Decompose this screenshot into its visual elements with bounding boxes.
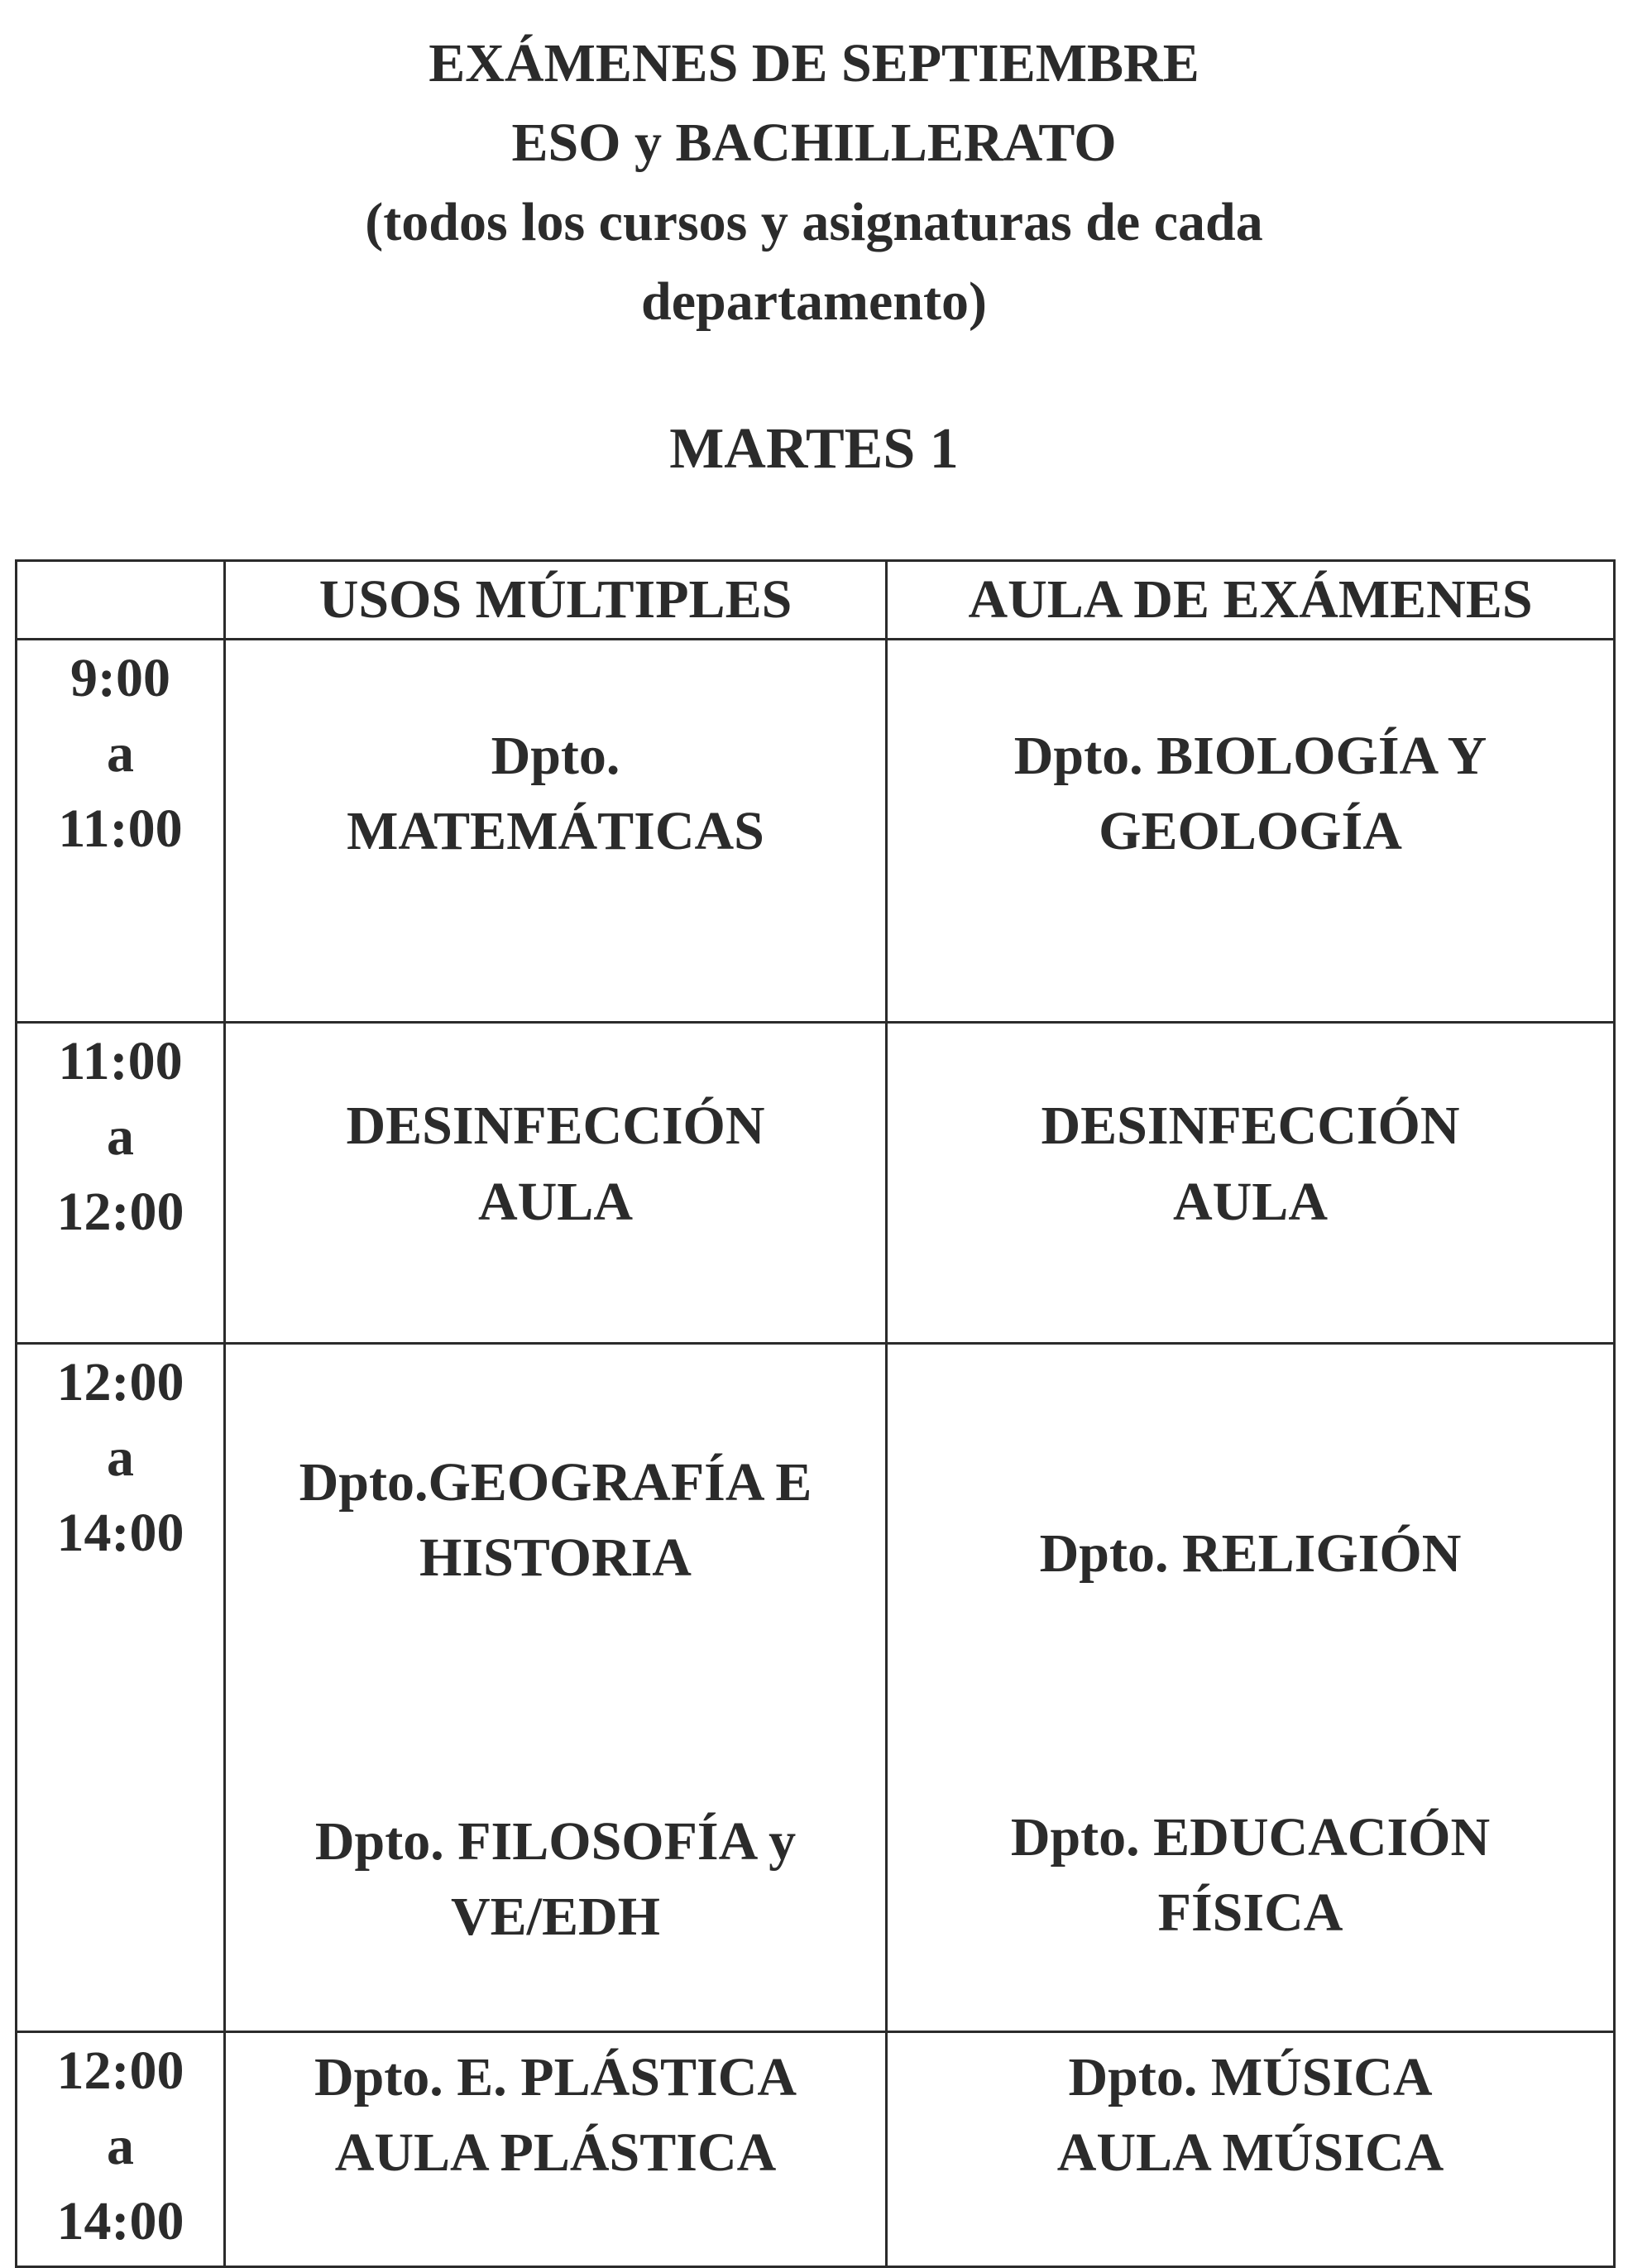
time-cell (17, 2031, 225, 2266)
usos-entry-geografia: Dpto.GEOGRAFÍA E HISTORIA (299, 1452, 812, 1589)
aula-cell: Dpto. MÚSICA AULA MÚSICA (887, 2031, 1615, 2266)
table-row (17, 2031, 1615, 2266)
table-header-row (17, 561, 1615, 640)
aula-cell: DESINFECCIÓN AULA (887, 1023, 1615, 1344)
usos-cell (225, 1344, 887, 2032)
table-row (17, 1344, 1615, 2032)
time-start: 12:00 (56, 2040, 184, 2101)
aula-entry-religion: Dpto. RELIGIÓN (1039, 1522, 1462, 1584)
time-sep: a (107, 1106, 134, 1168)
usos-cell: Dpto. MATEMÁTICAS (225, 640, 887, 1023)
title-line-1: EXÁMENES DE SEPTIEMBRE (429, 33, 1199, 94)
time-start: 11:00 (58, 1031, 183, 1091)
time-sep: a (107, 723, 134, 784)
usos-cell: Dpto. E. PLÁSTICA AULA PLÁSTICA (225, 2031, 887, 2266)
time-end: 11:00 (58, 798, 183, 860)
day-heading: MARTES 1 (669, 417, 959, 481)
usos-entry-filosofia: Dpto. FILOSOFÍA y VE/EDH (314, 1811, 797, 1948)
time-sep: a (107, 2115, 134, 2176)
title-line-4: departamento) (641, 271, 987, 332)
time-start: 9:00 (70, 648, 170, 708)
aula-entry-educacion-fisica: Dpto. EDUCACIÓN FÍSICA (1010, 1806, 1491, 1943)
aula-cell: Dpto. BIOLOGÍA Y GEOLOGÍA (887, 640, 1615, 1023)
time-cell (17, 1023, 225, 1344)
exam-schedule-table (15, 559, 1616, 2268)
header-cell-usos-multiples: USOS MÚLTIPLES (225, 561, 887, 640)
header-cell-time (17, 561, 225, 640)
aula-cell (887, 1344, 1615, 2032)
title-line-2: ESO y BACHILLERATO (511, 113, 1117, 173)
title-line-3: (todos los cursos y asignaturas de cada (365, 192, 1263, 252)
time-end: 14:00 (56, 1503, 184, 1564)
table-row (17, 1023, 1615, 1344)
table-row (17, 640, 1615, 1023)
header-cell-aula-examenes: AULA DE EXÁMENES (887, 561, 1615, 640)
time-start: 12:00 (56, 1352, 184, 1412)
time-cell (17, 640, 225, 1023)
time-cell (17, 1344, 225, 2032)
time-sep: a (107, 1427, 134, 1489)
time-end: 14:00 (56, 2190, 184, 2251)
time-end: 12:00 (56, 1182, 184, 1243)
usos-cell: DESINFECCIÓN AULA (225, 1023, 887, 1344)
